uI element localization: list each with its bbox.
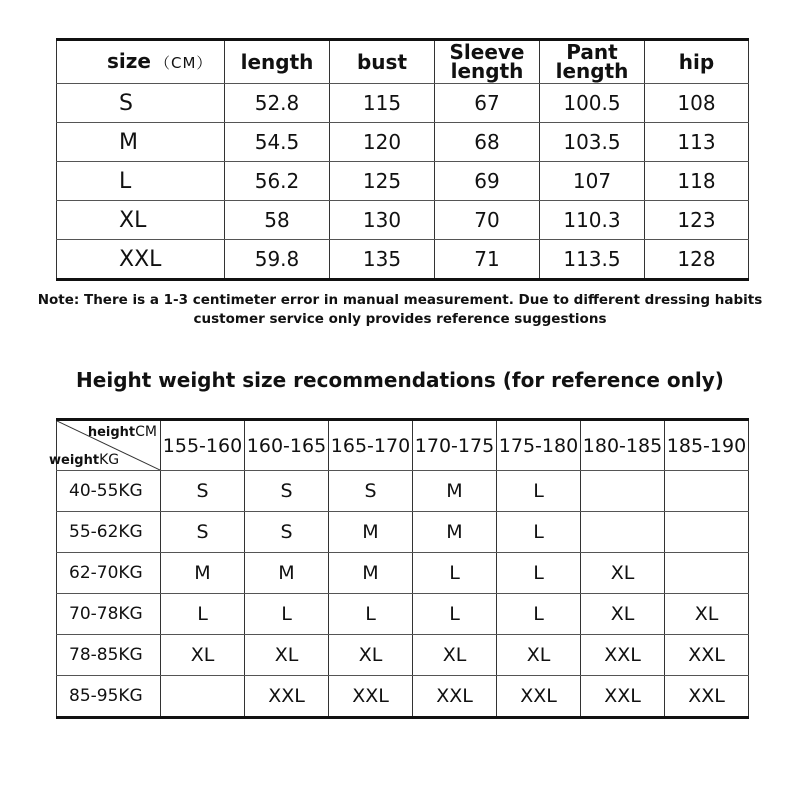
height-range-header: 185-190 — [665, 420, 749, 471]
size-recommendation-cell: M — [161, 553, 245, 594]
weight-range-cell: 70-78KG — [57, 594, 161, 635]
sleeve-cell: 67 — [435, 84, 540, 123]
bust-cell: 130 — [330, 201, 435, 240]
size-recommendation-cell: M — [413, 471, 497, 512]
sleeve-cell: 69 — [435, 162, 540, 201]
size-recommendation-cell: XL — [581, 553, 665, 594]
size-recommendation-cell: XXL — [665, 635, 749, 676]
size-recommendation-cell: L — [497, 553, 581, 594]
size-recommendation-cell — [665, 553, 749, 594]
length-cell: 52.8 — [225, 84, 330, 123]
size-recommendation-cell: XXL — [581, 676, 665, 718]
table-row — [57, 676, 749, 718]
size-recommendation-cell: M — [245, 553, 329, 594]
bust-cell: 120 — [330, 123, 435, 162]
size-recommendation-cell: S — [329, 471, 413, 512]
table-row — [57, 635, 749, 676]
weight-range-cell: 78-85KG — [57, 635, 161, 676]
size-cell: XXL — [57, 240, 225, 280]
height-range-header: 170-175 — [413, 420, 497, 471]
size-recommendation-cell: L — [497, 594, 581, 635]
measurement-note-line1: Note: There is a 1-3 centimeter error in manual measurement. Due to different dressing habits — [37, 292, 763, 308]
length-cell: 56.2 — [225, 162, 330, 201]
size-recommendation-cell: XXL — [665, 676, 749, 718]
size-recommendation-cell: L — [413, 553, 497, 594]
length-header: length — [225, 40, 330, 84]
table-row — [57, 594, 749, 635]
size-recommendation-cell: L — [329, 594, 413, 635]
height-range-header: 175-180 — [497, 420, 581, 471]
bust-cell: 115 — [330, 84, 435, 123]
hip-cell: 108 — [645, 84, 749, 123]
size-unit: （CM） — [154, 53, 213, 72]
table-row — [57, 512, 749, 553]
size-recommendation-cell: XL — [245, 635, 329, 676]
size-recommendation-cell: S — [245, 471, 329, 512]
size-cell: M — [57, 123, 225, 162]
bust-cell: 135 — [330, 240, 435, 280]
size-cell: L — [57, 162, 225, 201]
size-chart-header-row — [57, 40, 749, 84]
length-cell: 58 — [225, 201, 330, 240]
height-header-row — [57, 420, 749, 471]
sleeve-cell: 71 — [435, 240, 540, 280]
size-recommendation-cell — [581, 471, 665, 512]
weight-axis-label: weightKG — [49, 452, 120, 468]
corner-header-cell — [49, 420, 161, 471]
height-weight-table — [49, 418, 749, 719]
size-recommendation-cell — [665, 512, 749, 553]
size-recommendation-cell: XL — [161, 635, 245, 676]
table-row — [57, 162, 749, 201]
table-row — [57, 471, 749, 512]
table-row — [57, 201, 749, 240]
size-recommendation-cell: S — [161, 512, 245, 553]
measurement-note-line2: customer service only provides reference suggestions — [193, 311, 607, 327]
pant-cell: 103.5 — [540, 123, 645, 162]
weight-range-cell: 40-55KG — [57, 471, 161, 512]
sleeve-cell: 68 — [435, 123, 540, 162]
pant-cell: 113.5 — [540, 240, 645, 280]
weight-range-cell: 55-62KG — [57, 512, 161, 553]
size-recommendation-cell: XXL — [329, 676, 413, 718]
hip-cell: 118 — [645, 162, 749, 201]
size-recommendation-cell — [161, 676, 245, 718]
sleeve-cell: 70 — [435, 201, 540, 240]
size-recommendation-cell: L — [497, 471, 581, 512]
sleeve-length-header: Sleeve length — [435, 40, 540, 84]
size-recommendation-cell: M — [413, 512, 497, 553]
hip-header: hip — [645, 40, 749, 84]
pant-length-header: Pant length — [540, 40, 645, 84]
size-chart-table — [56, 38, 749, 281]
weight-range-cell: 85-95KG — [57, 676, 161, 718]
size-recommendation-cell: M — [329, 512, 413, 553]
size-recommendation-cell: L — [245, 594, 329, 635]
pant-cell: 100.5 — [540, 84, 645, 123]
size-recommendation-cell: M — [329, 553, 413, 594]
size-cell: XL — [57, 201, 225, 240]
size-recommendation-cell: XL — [497, 635, 581, 676]
length-cell: 59.8 — [225, 240, 330, 280]
pant-cell: 110.3 — [540, 201, 645, 240]
height-range-header: 165-170 — [329, 420, 413, 471]
table-row — [57, 123, 749, 162]
length-cell: 54.5 — [225, 123, 330, 162]
size-recommendation-cell: XXL — [413, 676, 497, 718]
table-row — [57, 240, 749, 280]
pant-cell: 107 — [540, 162, 645, 201]
size-recommendation-cell: XXL — [245, 676, 329, 718]
size-recommendation-cell — [665, 471, 749, 512]
weight-range-cell: 62-70KG — [57, 553, 161, 594]
size-recommendation-cell: S — [161, 471, 245, 512]
height-range-header: 180-185 — [581, 420, 665, 471]
bust-header: bust — [330, 40, 435, 84]
hip-cell: 128 — [645, 240, 749, 280]
table-row — [57, 553, 749, 594]
size-recommendation-cell: L — [413, 594, 497, 635]
hip-cell: 123 — [645, 201, 749, 240]
size-recommendation-cell: XL — [665, 594, 749, 635]
height-range-header: 155-160 — [161, 420, 245, 471]
size-recommendation-cell: XL — [329, 635, 413, 676]
size-recommendation-cell — [581, 512, 665, 553]
height-range-header: 160-165 — [245, 420, 329, 471]
size-recommendation-cell: XXL — [497, 676, 581, 718]
size-recommendation-cell: L — [497, 512, 581, 553]
size-recommendation-cell: L — [161, 594, 245, 635]
size-header: size （CM） — [57, 40, 225, 84]
bust-cell: 125 — [330, 162, 435, 201]
size-recommendation-cell: XXL — [581, 635, 665, 676]
size-recommendation-cell: XL — [413, 635, 497, 676]
recommendation-title: Height weight size recommendations (for reference only) — [76, 368, 724, 392]
size-recommendation-cell: S — [245, 512, 329, 553]
size-recommendation-cell: XL — [581, 594, 665, 635]
table-row — [57, 84, 749, 123]
height-axis-label: heightCM — [87, 424, 157, 440]
hip-cell: 113 — [645, 123, 749, 162]
size-cell: S — [57, 84, 225, 123]
